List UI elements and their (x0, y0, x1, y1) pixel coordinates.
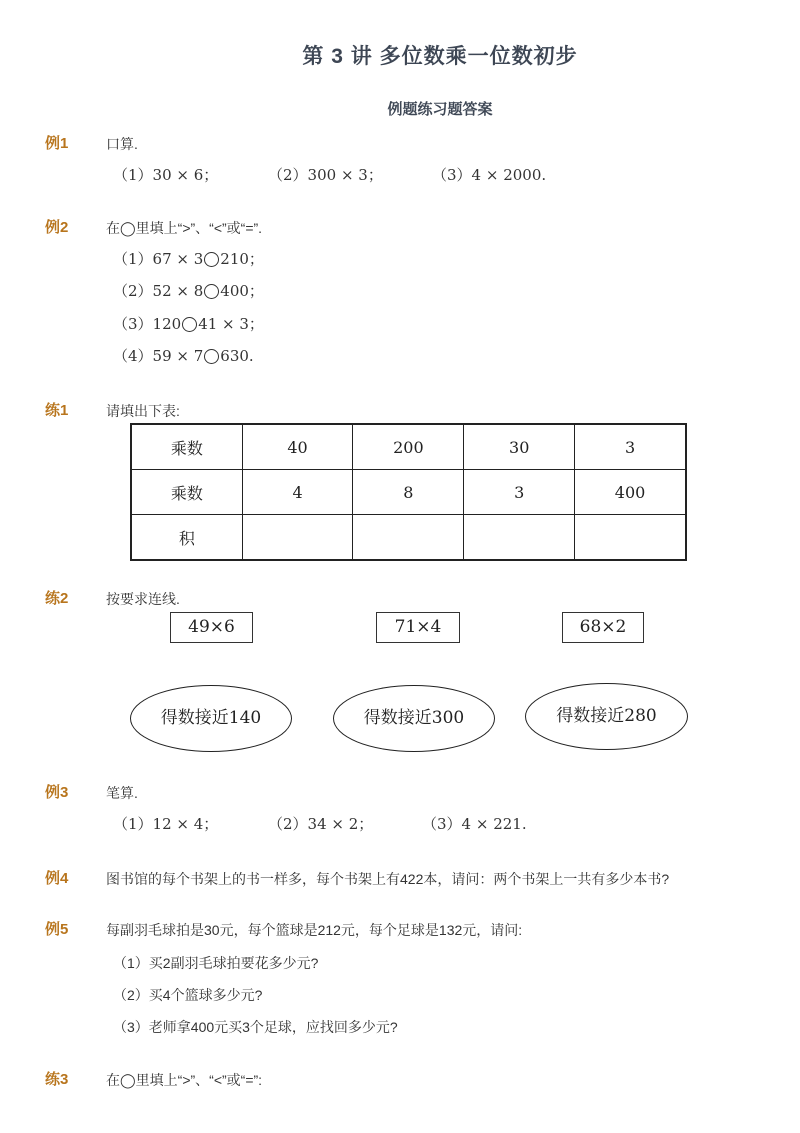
page-title: 第 3 讲 多位数乘一位数初步 (302, 45, 578, 68)
example-2-item-1: （1）67 × 3 210； (113, 250, 264, 268)
table-cell: 3 (575, 424, 686, 470)
expression-box: 68×2 (562, 612, 644, 643)
example-1-item-2: （2）300 × 3； (268, 166, 383, 184)
example-1-question: 口算. (106, 136, 138, 152)
practice-2-label: 练2 (45, 590, 69, 607)
example-5-item-3: （3）老师拿400元买3个足球，应找回多少元? (113, 1019, 398, 1035)
table-cell: 乘数 (131, 424, 242, 470)
practice-3-label: 练3 (45, 1071, 69, 1088)
example-1-item-1: （1）30 × 6； (113, 166, 219, 184)
example-2-label: 例2 (45, 219, 69, 236)
table-cell: 40 (242, 424, 353, 470)
example-3-label: 例3 (45, 784, 69, 801)
example-3-item-3: （3）4 × 221. (422, 815, 527, 833)
blank-circle-icon (204, 284, 219, 299)
table-cell: 乘数 (131, 470, 242, 515)
answer-oval: 得数接近280 (525, 683, 688, 750)
blank-circle-icon (204, 349, 219, 364)
table-cell: 4 (242, 470, 353, 515)
page-subtitle: 例题练习题答案 (387, 101, 493, 118)
example-2-item-2: （2）52 × 8 400； (113, 282, 264, 300)
table-row (131, 515, 686, 561)
table-cell (575, 515, 686, 561)
expression-box: 49×6 (170, 612, 253, 643)
multiplication-table (130, 423, 687, 561)
example-3-item-1: （1）12 × 4； (113, 815, 219, 833)
table-cell: 3 (464, 470, 575, 515)
table-cell (242, 515, 353, 561)
table-cell (353, 515, 464, 561)
practice-3-question: 在◯里填上“>”、“<”或“=”: (106, 1072, 263, 1088)
answer-oval: 得数接近300 (333, 685, 495, 752)
example-5-item-2: （2）买4个篮球多少元? (113, 987, 263, 1003)
practice-1-label: 练1 (45, 402, 69, 419)
example-4-label: 例4 (45, 870, 69, 887)
example-4-question: 图书馆的每个书架上的书一样多，每个书架上有422本，请问：两个书架上一共有多少本书? (106, 871, 670, 887)
practice-1-question: 请填出下表: (106, 403, 180, 419)
example-5-item-1: （1）买2副羽毛球拍要花多少元? (113, 955, 319, 971)
example-2-item-4: （4）59 × 7 630. (113, 347, 254, 365)
table-cell (464, 515, 575, 561)
example-3-item-2: （2）34 × 2； (268, 815, 374, 833)
example-5-label: 例5 (45, 921, 69, 938)
example-5-question: 每副羽毛球拍是30元，每个篮球是212元，每个足球是132元，请问: (106, 922, 523, 938)
answer-oval: 得数接近140 (130, 685, 292, 752)
expression-box: 71×4 (376, 612, 460, 643)
example-2-question: 在◯里填上“>”、“<”或“=”. (106, 220, 263, 236)
table-cell: 200 (353, 424, 464, 470)
example-3-question: 笔算. (106, 785, 138, 801)
example-1-label: 例1 (45, 135, 69, 152)
example-1-item-3: （3）4 × 2000. (432, 166, 547, 184)
table-row (131, 470, 686, 515)
table-cell: 30 (464, 424, 575, 470)
blank-circle-icon (204, 252, 219, 267)
table-row (131, 424, 686, 470)
blank-circle-icon (182, 317, 197, 332)
table-cell: 400 (575, 470, 686, 515)
table-cell: 积 (131, 515, 242, 561)
table-cell: 8 (353, 470, 464, 515)
example-2-item-3: （3）120 41 × 3； (113, 315, 264, 333)
practice-2-question: 按要求连线. (106, 591, 180, 607)
